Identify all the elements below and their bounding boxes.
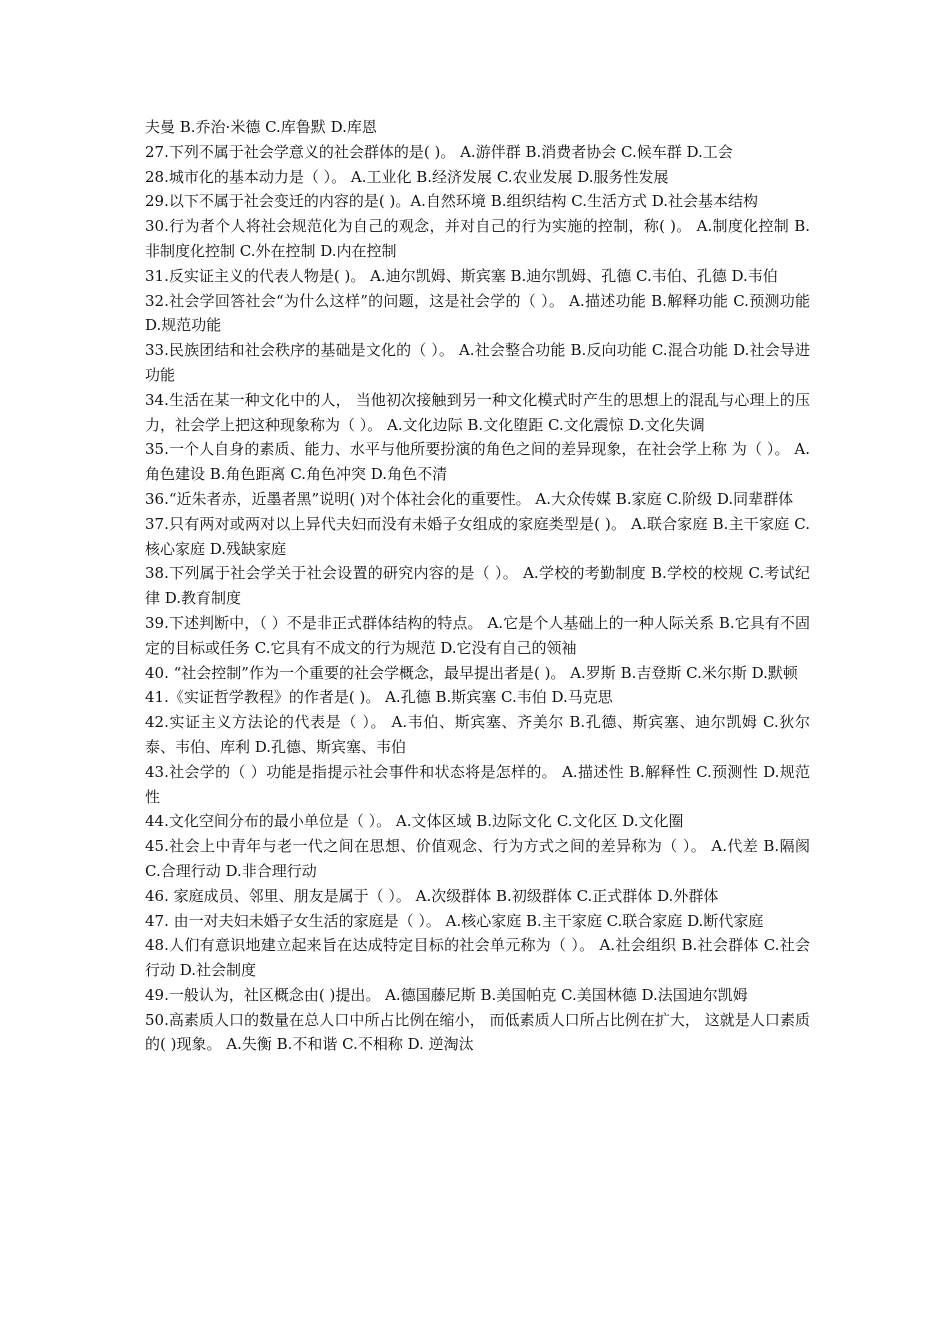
question-32: 32.社会学回答社会“为什么这样”的问题，这是社会学的（ ）。 A.描述功能 B.解释功能 C.预测功能 D.规范功能 [145, 291, 810, 335]
question-28: 28.城市化的基本动力是（ ）。 A.工业化 B.经济发展 C.农业发展 D.服务性发展 [145, 167, 669, 186]
question-50: 50.高素质人口的数量在总人口中所占比例在缩小， 而低素质人口所占比例在扩大， 这就是人口素质的( )现象。 A.失衡 B.不和谐 C.不相称 D. 逆淘汰 [145, 1010, 810, 1054]
question-33: 33.民族团结和社会秩序的基础是文化的（ ）。 A.社会整合功能 B.反向功能 C.混合功能 D.社会导进功能 [145, 341, 810, 384]
question-38: 38.下列属于社会学关于社会设置的研究内容的是（ ）。 A.学校的考勤制度 B.学校的校规 C.考试纪律 D.教育制度 [145, 564, 810, 608]
question-41: 41.《实证哲学教程》的作者是( )。 A.孔德 B.斯宾塞 C.韦伯 D.马克思 [145, 688, 613, 707]
question-text: 夫曼 B.乔治·米德 C.库鲁默 D.库恩 [145, 118, 377, 136]
question-37: 37.只有两对或两对以上异代夫妇而没有未婚子女组成的家庭类型是( )。 A.联合家庭 B.主干家庭 C.核心家庭 D.残缺家庭 [145, 514, 810, 558]
question-31: 31.反实证主义的代表人物是( )。 A.迪尔凯姆、斯宾塞 B.迪尔凯姆、孔德 C.韦伯、孔德 D.韦伯 [145, 266, 778, 285]
question-42: 42.实证主义方法论的代表是（ ）。 A.韦伯、斯宾塞、齐美尔 B.孔德、斯宾塞、迪尔凯姆 C.狄尔泰、韦伯、库利 D.孔德、斯宾塞、韦伯 [145, 713, 810, 756]
question-40: 40. “社会控制”作为一个重要的社会学概念，最早提出者是( )。 A.罗斯 B.吉登斯 C.米尔斯 D.默顿 [145, 663, 798, 682]
question-49: 49.一般认为，社区概念由( )提出。 A.德国藤尼斯 B.美国帕克 C.美国林德 D.法国迪尔凯姆 [145, 985, 748, 1004]
question-27: 27.下列不属于社会学意义的社会群体的是( )。 A.游伴群 B.消费者协会 C.候车群 D.工会 [145, 142, 733, 161]
question-39: 39.下述判断中，（ ）不是非正式群体结构的特点。 A.它是个人基础上的一种人际关系 B.它具有不固定的目标或任务 C.它具有不成文的行为规范 D.它没有自己的领袖 [145, 613, 810, 657]
question-44: 44.文化空间分布的最小单位是（ ）。 A.文体区域 B.边际文化 C.文化区 D.文化圈 [145, 812, 684, 831]
question-48: 48.人们有意识地建立起来旨在达成特定目标的社会单元称为（ ）。 A.社会组织 B.社会群体 C.社会行动 D.社会制度 [145, 936, 810, 980]
question-43: 43.社会学的（ ）功能是指提示社会事件和状态将是怎样的。 A.描述性 B.解释性 C.预测性 D.规范性 [145, 762, 810, 806]
question-36: 36.“近朱者赤，近墨者黑”说明( )对个体社会化的重要性。 A.大众传媒 B.家庭 C.阶级 D.同辈群体 [145, 489, 794, 508]
question-29: 29.以下不属于社会变迁的内容的是( )。A.自然环境 B.组织结构 C.生活方式 D.社会基本结构 [145, 192, 758, 211]
document-page [145, 115, 810, 1057]
question-30: 30.行为者个人将社会规范化为自己的观念，并对自己的行为实施的控制，称( )。 A.制度化控制 B.非制度化控制 C.外在控制 D.内在控制 [145, 217, 810, 260]
question-46: 46. 家庭成员、邻里、朋友是属于（ ）。 A.次级群体 B.初级群体 C.正式群体 D.外群体 [145, 886, 719, 905]
question-34: 34.生活在某一种文化中的人， 当他初次接触到另一种文化模式时产生的思想上的混乱与心理上的压力，社会学上把这种现象称为（ ）。 A.文化边际 B.文化堕距 C.文化震惊 D.文化失调 [145, 390, 810, 434]
question-47: 47. 由一对夫妇未婚子女生活的家庭是（ ）。 A.核心家庭 B.主干家庭 C.联合家庭 D.断代家庭 [145, 911, 764, 930]
question-35: 35.一个人自身的素质、能力、水平与他所要扮演的角色之间的差异现象，在社会学上称 为（ ）。 A.角色建设 B.角色距离 C.角色冲突 D.角色不清 [145, 440, 810, 484]
question-45: 45.社会上中青年与老一代之间在思想、价值观念、行为方式之间的差异称为（ ）。 A.代差 B.隔阂 C.合理行动 D.非合理行动 [145, 837, 810, 880]
